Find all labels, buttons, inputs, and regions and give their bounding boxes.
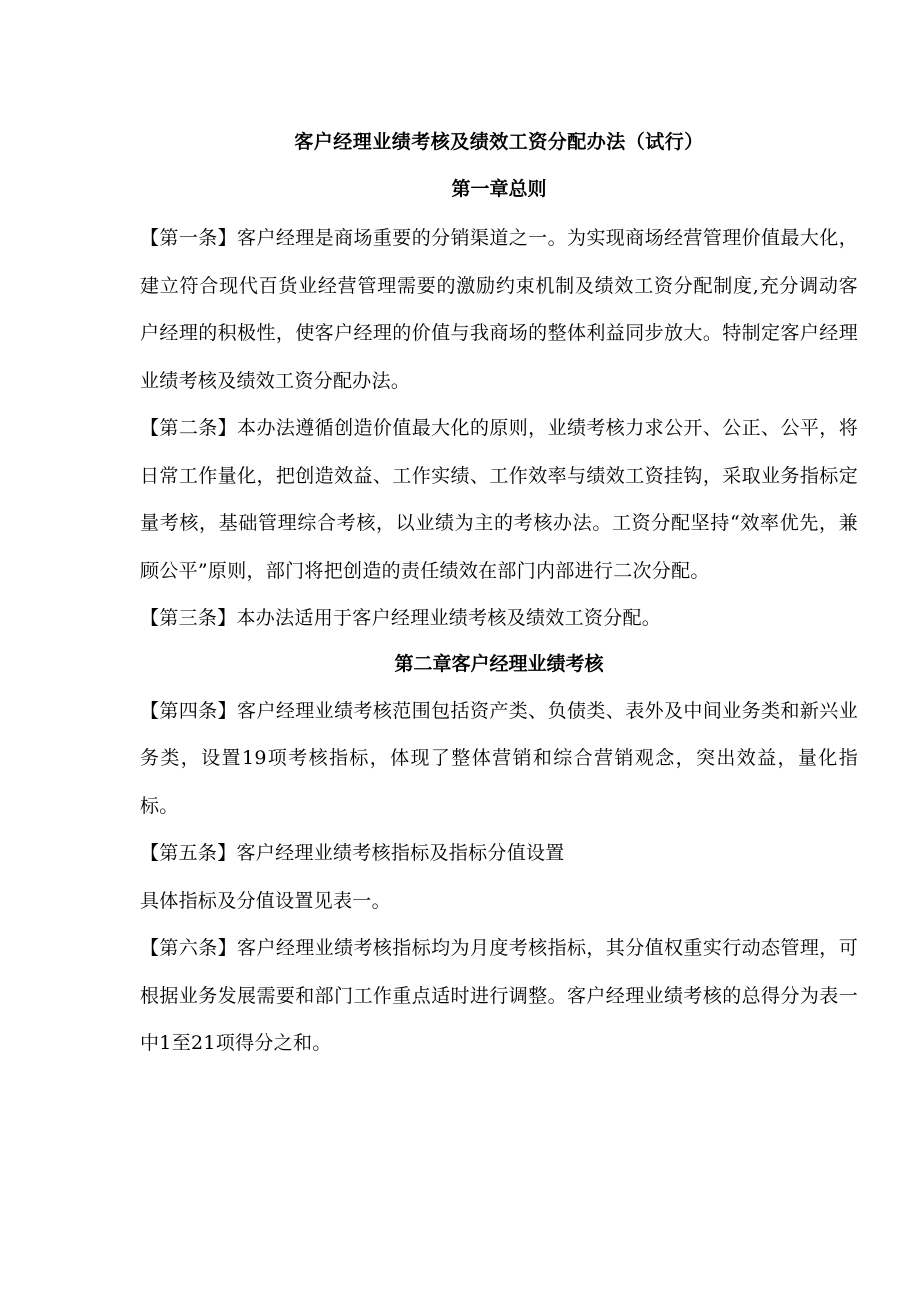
article-3-paragraph: 【第三条】本办法适用于客户经理业绩考核及绩效工资分配。 (140, 607, 662, 629)
document-title: 客户经理业绩考核及绩效工资分配办法（试行） (294, 131, 704, 153)
article-6-paragraph: 【第六条】客户经理业绩考核指标均为月度考核指标，其分值权重实行动态管理，可根据业务发展需要和部门工作重点适时进行调整。客户经理业绩考核的总得分为表一中1至21项得分之和。 (140, 937, 858, 1054)
article-2-paragraph: 【第二条】本办法遵循创造价值最大化的原则，业绩考核力求公开、公正、公平，将日常工作量化，把创造效益、工作实绩、工作效率与绩效工资挂钩，采取业务指标定量考核，基础管理综合考核，以业绩为主的考核办法。工资分配坚持“效率优先，兼顾公平”原则，部门将把创造的责任绩效在部门内部进行二次分配。 (140, 417, 858, 582)
article-4-paragraph: 【第四条】客户经理业绩考核范围包括资产类、负债类、表外及中间业务类和新兴业务类，设置19项考核指标，体现了整体营销和综合营销观念，突出效益，量化指标。 (140, 699, 858, 817)
table-reference-paragraph: 具体指标及分值设置见表一。 (140, 889, 391, 912)
article-5-paragraph: 【第五条】客户经理业绩考核指标及指标分值设置 (140, 842, 565, 864)
chapter-1-heading: 第一章总则 (451, 178, 547, 200)
article-1-paragraph: 【第一条】客户经理是商场重要的分销渠道之一。为实现商场经营管理价值最大化，建立符合现代百货业经营管理需要的激励约束机制及绩效工资分配制度,充分调动客户经理的积极性，使客户经理的价值与我商场的整体利益同步放大。特制定客户经理业绩考核及绩效工资分配办法。 (140, 227, 858, 392)
chapter-2-heading: 第二章客户经理业绩考核 (394, 652, 604, 675)
